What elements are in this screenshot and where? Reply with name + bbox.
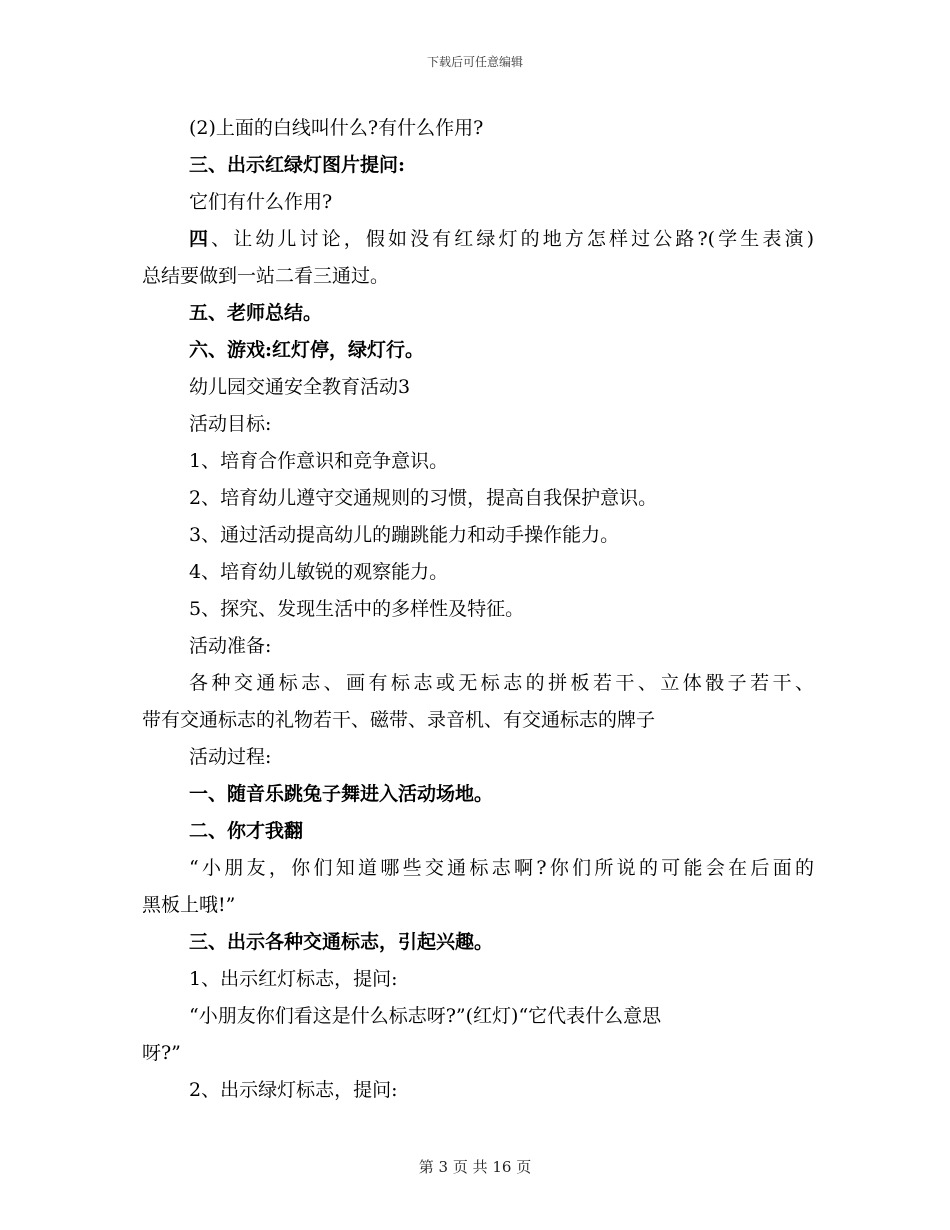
section-heading: 六、游戏:红灯停，绿灯行。 xyxy=(189,339,425,361)
document-body xyxy=(142,110,814,1109)
list-item: 2、出示绿灯标志，提问: xyxy=(189,1079,398,1101)
section-heading: 五、老师总结。 xyxy=(189,302,323,324)
paragraph-line: 活动过程: xyxy=(189,746,272,768)
section-heading: 二、你才我翻 xyxy=(189,820,304,842)
section-heading: 一、随音乐跳兔子舞进入活动场地。 xyxy=(189,783,494,805)
paragraph-line: “小朋友，你们知道哪些交通标志啊?你们所说的可能会在后面的 xyxy=(189,857,814,879)
subtitle: 幼儿园交通安全教育活动3 xyxy=(189,376,411,398)
paragraph-line: 呀?” xyxy=(142,1042,181,1064)
list-item: 3、通过活动提高幼儿的蹦跳能力和动手操作能力。 xyxy=(189,524,620,546)
section-heading: 三、出示各种交通标志，引起兴趣。 xyxy=(189,931,494,953)
paragraph-line: 活动目标: xyxy=(189,413,272,435)
paragraph-line xyxy=(142,221,814,258)
paragraph-line: 带有交通标志的礼物若干、磁带、录音机、有交通标志的牌子 xyxy=(142,709,656,731)
list-item: 2、培育幼儿遵守交通规则的习惯，提高自我保护意识。 xyxy=(189,487,658,509)
paragraph-line: “小朋友你们看这是什么标志呀?”(红灯)“它代表什么意思 xyxy=(189,1005,662,1027)
paragraph-line: (2)上面的白线叫什么?有什么作用? xyxy=(189,117,484,139)
page-footer: 第 3 页 共 16 页 xyxy=(418,1158,532,1176)
paragraph-text: 、让幼儿讨论，假如没有红绿灯的地方怎样过公路?(学生表演) xyxy=(211,228,814,250)
list-item: 1、出示红灯标志，提问: xyxy=(189,968,398,990)
paragraph-line: 各种交通标志、画有标志或无标志的拼板若干、立体骰子若干、 xyxy=(189,672,814,694)
paragraph-line: 活动准备: xyxy=(189,635,272,657)
list-item: 1、培育合作意识和竞争意识。 xyxy=(189,450,449,472)
paragraph-line: 黑板上哦!” xyxy=(142,894,236,916)
section-heading: 三、出示红绿灯图片提问: xyxy=(189,154,406,176)
section-number: 四 xyxy=(189,228,212,250)
list-item: 5、探究、发现生活中的多样性及特征。 xyxy=(189,598,525,620)
paragraph-line: 它们有什么作用? xyxy=(189,191,333,213)
list-item: 4、培育幼儿敏锐的观察能力。 xyxy=(189,561,449,583)
page-header: 下载后可任意编辑 xyxy=(426,55,523,69)
paragraph-line: 总结要做到一站二看三通过。 xyxy=(142,265,390,287)
